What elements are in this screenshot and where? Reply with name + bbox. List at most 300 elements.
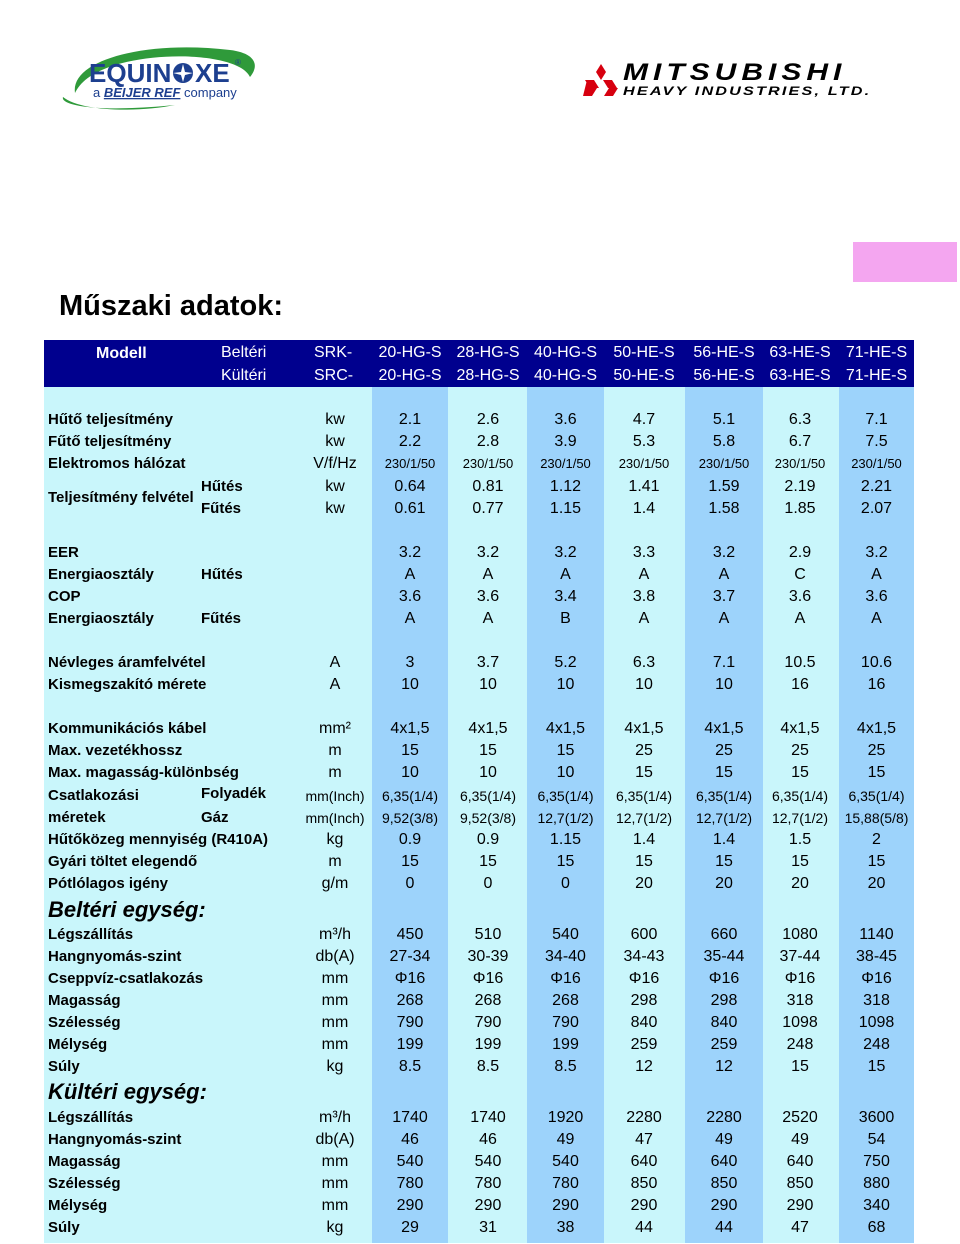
row-value: Φ16 bbox=[708, 970, 740, 987]
row-value: 15 bbox=[791, 853, 809, 870]
row-value: 9,52(3/8) bbox=[459, 810, 517, 826]
row-value: 27-34 bbox=[389, 948, 431, 965]
row-value: 15 bbox=[791, 1058, 809, 1075]
outdoor-model-6: 71-HE-S bbox=[845, 367, 908, 384]
row-value: 15 bbox=[556, 853, 575, 870]
row-value: 2280 bbox=[706, 1109, 742, 1126]
row-value: 780 bbox=[396, 1175, 424, 1192]
row-value: 7.5 bbox=[865, 433, 888, 450]
row-value: 230/1/50 bbox=[462, 456, 514, 471]
row-value: 0.64 bbox=[394, 478, 426, 495]
row-value: 47 bbox=[635, 1131, 653, 1148]
row-value: 290 bbox=[396, 1197, 424, 1214]
outdoor-label: Kültéri bbox=[221, 367, 267, 384]
row-value: 4x1,5 bbox=[856, 720, 897, 737]
row-value: 10 bbox=[401, 764, 419, 781]
row-value: A bbox=[482, 610, 494, 627]
indoor-model-1: 28-HG-S bbox=[456, 344, 520, 361]
row-value: 38 bbox=[556, 1219, 575, 1236]
row-value: 10 bbox=[401, 676, 419, 693]
row-value: 4x1,5 bbox=[390, 720, 430, 737]
svg-text:EQUIN: EQUIN bbox=[89, 58, 172, 88]
row-value: 34-43 bbox=[623, 948, 665, 965]
row-value: 199 bbox=[474, 1036, 502, 1053]
row-sublabel: Fűtés bbox=[201, 610, 242, 627]
row-value: 44 bbox=[715, 1219, 733, 1236]
row-value: 49 bbox=[715, 1131, 733, 1148]
row-value: 2 bbox=[872, 831, 881, 848]
row-value: 4x1,5 bbox=[468, 720, 508, 737]
row-unit: m bbox=[328, 764, 342, 781]
row-label: Légszállítás bbox=[48, 926, 134, 943]
row-value: 10 bbox=[556, 764, 575, 781]
row-value: 7.1 bbox=[865, 411, 888, 428]
row-value: 3 bbox=[405, 654, 415, 671]
row-value: 4x1,5 bbox=[624, 720, 664, 737]
row-value: 30-39 bbox=[467, 948, 509, 965]
outdoor-model-2: 40-HG-S bbox=[533, 367, 598, 384]
row-label: méretek bbox=[48, 809, 106, 826]
row-value: 2.1 bbox=[398, 411, 422, 428]
row-value: A bbox=[871, 566, 882, 583]
row-label: Mélység bbox=[48, 1036, 108, 1053]
row-value: 6.3 bbox=[788, 411, 812, 428]
equinoxe-logo bbox=[55, 35, 270, 115]
row-label: Cseppvíz-csatlakozás bbox=[48, 970, 204, 987]
row-value: 1740 bbox=[392, 1109, 428, 1126]
row-value: 3.3 bbox=[632, 544, 656, 561]
row-value: 10.6 bbox=[860, 654, 893, 671]
row-value: 1.41 bbox=[628, 478, 660, 495]
row-unit: mm(Inch) bbox=[305, 810, 365, 826]
row-unit: kw bbox=[325, 433, 345, 450]
row-value: 29 bbox=[401, 1219, 419, 1236]
row-value: 1920 bbox=[547, 1109, 584, 1126]
row-unit: kg bbox=[326, 1058, 344, 1075]
row-value: 290 bbox=[630, 1197, 658, 1214]
row-unit: kg bbox=[326, 1219, 344, 1236]
row-sublabel: Folyadék bbox=[201, 785, 267, 802]
row-value: 268 bbox=[474, 992, 502, 1009]
row-unit: g/m bbox=[321, 875, 349, 892]
row-value: 20 bbox=[867, 875, 886, 892]
outdoor-model-0: 20-HG-S bbox=[378, 367, 442, 384]
row-value: 9,52(3/8) bbox=[381, 810, 439, 826]
row-value: 1098 bbox=[858, 1014, 895, 1031]
row-value: A bbox=[404, 566, 416, 583]
row-value: 3.4 bbox=[554, 588, 577, 605]
row-value: 15 bbox=[867, 1058, 886, 1075]
row-value: 780 bbox=[552, 1175, 579, 1192]
row-value: 199 bbox=[552, 1036, 579, 1053]
row-value: 259 bbox=[630, 1036, 658, 1053]
row-value: 290 bbox=[786, 1197, 814, 1214]
page-title: Műszaki adatok: bbox=[59, 290, 283, 322]
row-unit: kw bbox=[325, 478, 345, 495]
row-label: Gyári töltet elegendő bbox=[48, 853, 198, 870]
row-value: A bbox=[871, 610, 882, 627]
row-label: Hangnyomás-szint bbox=[48, 1131, 182, 1148]
row-value: 3.6 bbox=[788, 588, 812, 605]
row-unit: mm bbox=[321, 1153, 349, 1170]
row-value: 15 bbox=[635, 764, 653, 781]
row-value: 540 bbox=[552, 926, 579, 943]
row-value: 6,35(1/4) bbox=[381, 788, 439, 804]
row-label: Hangnyomás-szint bbox=[48, 948, 182, 965]
row-value: 20 bbox=[635, 875, 653, 892]
row-value: 2.9 bbox=[788, 544, 812, 561]
row-value: 12,7(1/2) bbox=[695, 810, 753, 826]
row-value: C bbox=[794, 566, 806, 583]
row-label: Max. magasság-különbség bbox=[48, 764, 239, 781]
row-value: 3.6 bbox=[476, 588, 500, 605]
row-unit: mm bbox=[321, 970, 349, 987]
row-value: 640 bbox=[786, 1153, 814, 1170]
mitsubishi-name: MITSUBISHI bbox=[623, 59, 847, 86]
row-value: 6,35(1/4) bbox=[537, 788, 594, 804]
row-unit: kw bbox=[325, 411, 345, 428]
row-label: COP bbox=[48, 588, 81, 605]
row-value: 15 bbox=[791, 764, 809, 781]
row-value: 6.7 bbox=[788, 433, 812, 450]
row-label: Szélesség bbox=[48, 1175, 121, 1192]
row-value: 12,7(1/2) bbox=[615, 810, 673, 826]
row-value: 660 bbox=[710, 926, 738, 943]
row-value: 1.12 bbox=[549, 478, 582, 495]
row-value: 230/1/50 bbox=[774, 456, 826, 471]
row-value: 1.15 bbox=[549, 831, 582, 848]
row-value: 3.7 bbox=[712, 588, 736, 605]
row-value: 1098 bbox=[782, 1014, 818, 1031]
row-value: 25 bbox=[635, 742, 653, 759]
row-value: 1080 bbox=[782, 926, 818, 943]
row-value: 540 bbox=[396, 1153, 424, 1170]
row-value: 15 bbox=[715, 764, 733, 781]
row-label: EER bbox=[48, 544, 79, 561]
row-value: 25 bbox=[715, 742, 733, 759]
svg-text:®: ® bbox=[235, 58, 241, 67]
row-value: 268 bbox=[552, 992, 579, 1009]
row-value: 7.1 bbox=[712, 654, 736, 671]
row-value: 2.6 bbox=[476, 411, 500, 428]
row-label: Hűtő teljesítmény bbox=[48, 411, 174, 428]
row-unit: mm(Inch) bbox=[305, 788, 365, 804]
svg-text:XE: XE bbox=[195, 58, 230, 88]
row-value: 540 bbox=[552, 1153, 579, 1170]
row-value: A bbox=[638, 566, 650, 583]
row-value: 259 bbox=[710, 1036, 738, 1053]
row-label: Magasság bbox=[48, 992, 121, 1009]
row-value: 49 bbox=[556, 1131, 575, 1148]
row-sublabel: Fűtés bbox=[201, 500, 242, 517]
row-value: 15 bbox=[401, 742, 419, 759]
power-input-label: Teljesítmény felvétel bbox=[48, 489, 194, 506]
row-value: 340 bbox=[863, 1197, 890, 1214]
indoor-model-0: 20-HG-S bbox=[378, 344, 442, 361]
row-value: Φ16 bbox=[472, 970, 504, 987]
row-value: 3.2 bbox=[712, 544, 736, 561]
row-value: 230/1/50 bbox=[384, 456, 436, 471]
row-unit: A bbox=[329, 676, 341, 693]
row-sublabel: Hűtés bbox=[201, 478, 243, 495]
row-value: 2.19 bbox=[784, 478, 816, 495]
row-value: 34-40 bbox=[545, 948, 586, 965]
row-value: 3.2 bbox=[398, 544, 422, 561]
row-unit: m bbox=[328, 742, 342, 759]
row-sublabel: Hűtés bbox=[201, 566, 243, 583]
row-unit: m³/h bbox=[319, 1109, 351, 1126]
row-label: Kismegszakító mérete bbox=[48, 676, 207, 693]
row-value: Φ16 bbox=[550, 970, 581, 987]
row-value: 6,35(1/4) bbox=[459, 788, 517, 804]
row-value: 1140 bbox=[859, 926, 894, 943]
row-value: 0 bbox=[405, 875, 415, 892]
row-value: 8.5 bbox=[476, 1058, 500, 1075]
indoor-label: Beltéri bbox=[221, 344, 267, 361]
row-unit: db(A) bbox=[315, 948, 355, 965]
row-unit: kw bbox=[325, 500, 345, 517]
row-value: 850 bbox=[630, 1175, 658, 1192]
row-value: 31 bbox=[479, 1219, 497, 1236]
pink-marker bbox=[853, 242, 957, 282]
row-value: 15 bbox=[479, 742, 497, 759]
row-label: Mélység bbox=[48, 1197, 108, 1214]
row-value: 1.4 bbox=[632, 831, 656, 848]
row-value: 20 bbox=[715, 875, 733, 892]
row-unit: m³/h bbox=[319, 926, 351, 943]
row-value: 1.4 bbox=[712, 831, 736, 848]
mitsubishi-subtitle: HEAVY INDUSTRIES, LTD. bbox=[623, 84, 872, 98]
row-value: 290 bbox=[710, 1197, 738, 1214]
row-value: 6,35(1/4) bbox=[695, 788, 753, 804]
row-value: 230/1/50 bbox=[618, 456, 670, 471]
row-value: 3.6 bbox=[554, 411, 577, 428]
row-value: 10 bbox=[479, 676, 497, 693]
row-value: 4x1,5 bbox=[545, 720, 586, 737]
row-label: Max. vezetékhossz bbox=[48, 742, 183, 759]
row-value: 68 bbox=[867, 1219, 886, 1236]
row-value: 1.59 bbox=[708, 478, 740, 495]
row-value: 10 bbox=[715, 676, 733, 693]
row-value: B bbox=[560, 610, 571, 627]
outdoor-model-4: 56-HE-S bbox=[693, 367, 755, 384]
row-value: 12 bbox=[715, 1058, 733, 1075]
row-value: 230/1/50 bbox=[698, 456, 750, 471]
row-value: 298 bbox=[710, 992, 738, 1009]
row-label: Kommunikációs kábel bbox=[48, 720, 207, 737]
row-unit: V/f/Hz bbox=[313, 455, 357, 472]
row-label: Energiaosztály bbox=[48, 610, 154, 627]
row-label: Súly bbox=[48, 1058, 80, 1075]
row-value: 1.85 bbox=[784, 500, 816, 517]
row-value: 880 bbox=[863, 1175, 890, 1192]
row-value: 248 bbox=[786, 1036, 814, 1053]
row-value: 1.15 bbox=[549, 500, 582, 517]
row-value: 16 bbox=[791, 676, 809, 693]
row-label: Szélesség bbox=[48, 1014, 121, 1031]
row-value: 2.8 bbox=[476, 433, 500, 450]
row-value: Φ16 bbox=[784, 970, 816, 987]
row-value: 46 bbox=[479, 1131, 497, 1148]
row-label: Légszállítás bbox=[48, 1109, 134, 1126]
row-value: 6.3 bbox=[632, 654, 656, 671]
row-value: 600 bbox=[630, 926, 658, 943]
row-value: 3.2 bbox=[554, 544, 577, 561]
row-value: 3.6 bbox=[398, 588, 422, 605]
row-value: 840 bbox=[630, 1014, 658, 1031]
row-unit: mm bbox=[321, 1197, 349, 1214]
row-value: A bbox=[638, 610, 650, 627]
row-value: 199 bbox=[396, 1036, 424, 1053]
row-label: Fűtő teljesítmény bbox=[48, 433, 172, 450]
row-value: 2280 bbox=[626, 1109, 662, 1126]
row-value: 230/1/50 bbox=[540, 456, 591, 471]
row-value: 1.4 bbox=[632, 500, 656, 517]
row-value: 15,88(5/8) bbox=[844, 810, 909, 826]
row-value: 6,35(1/4) bbox=[771, 788, 829, 804]
row-value: 20 bbox=[791, 875, 809, 892]
row-unit: db(A) bbox=[315, 1131, 355, 1148]
row-value: 15 bbox=[556, 742, 575, 759]
row-value: 5.1 bbox=[712, 411, 736, 428]
row-label: Csatlakozási bbox=[48, 787, 139, 804]
row-value: 25 bbox=[867, 742, 886, 759]
row-value: 3.2 bbox=[476, 544, 500, 561]
row-value: A bbox=[718, 610, 730, 627]
indoor-model-3: 50-HE-S bbox=[613, 344, 675, 361]
row-value: 0.61 bbox=[394, 500, 426, 517]
row-value: 37-44 bbox=[779, 948, 821, 965]
indoor-model-4: 56-HE-S bbox=[693, 344, 755, 361]
row-value: A bbox=[560, 566, 571, 583]
row-value: 2.2 bbox=[398, 433, 422, 450]
indoor-prefix: SRK- bbox=[314, 344, 353, 361]
row-value: 3.7 bbox=[476, 654, 500, 671]
row-value: 318 bbox=[786, 992, 814, 1009]
row-unit: m bbox=[328, 853, 342, 870]
row-value: 298 bbox=[630, 992, 658, 1009]
row-value: 6,35(1/4) bbox=[848, 788, 905, 804]
row-label: Elektromos hálózat bbox=[48, 455, 186, 472]
row-unit: A bbox=[329, 654, 341, 671]
row-value: 850 bbox=[786, 1175, 814, 1192]
row-value: 790 bbox=[474, 1014, 502, 1031]
row-value: 640 bbox=[630, 1153, 658, 1170]
row-value: 5.3 bbox=[632, 433, 656, 450]
row-value: 15 bbox=[715, 853, 733, 870]
row-value: 248 bbox=[863, 1036, 890, 1053]
row-value: A bbox=[404, 610, 416, 627]
row-value: 3.2 bbox=[865, 544, 888, 561]
row-label: Pótlólagos igény bbox=[48, 875, 169, 892]
row-value: 318 bbox=[863, 992, 890, 1009]
row-value: 0.9 bbox=[476, 831, 500, 848]
row-value: 1.5 bbox=[788, 831, 812, 848]
row-value: 3.6 bbox=[865, 588, 888, 605]
row-value: 0.81 bbox=[472, 478, 504, 495]
indoor-model-6: 71-HE-S bbox=[845, 344, 908, 361]
row-value: 4x1,5 bbox=[780, 720, 820, 737]
row-label: Súly bbox=[48, 1219, 80, 1236]
row-value: 16 bbox=[867, 676, 886, 693]
row-unit: kg bbox=[326, 831, 344, 848]
outdoor-model-1: 28-HG-S bbox=[456, 367, 520, 384]
row-value: 54 bbox=[867, 1131, 886, 1148]
row-value: 0.77 bbox=[472, 500, 504, 517]
row-value: 15 bbox=[867, 853, 886, 870]
row-value: 290 bbox=[474, 1197, 502, 1214]
row-value: 0 bbox=[483, 875, 493, 892]
outdoor-model-3: 50-HE-S bbox=[613, 367, 675, 384]
indoor-section-title: Beltéri egység: bbox=[48, 897, 206, 922]
row-sublabel: Gáz bbox=[201, 809, 229, 826]
row-value: 12,7(1/2) bbox=[771, 810, 829, 826]
row-value: 10 bbox=[556, 676, 575, 693]
row-label: Hűtőközeg mennyiség (R410A) bbox=[48, 831, 269, 848]
mitsubishi-logo bbox=[583, 59, 898, 100]
svg-text:a BEIJER REF company: a BEIJER REF company bbox=[93, 85, 237, 100]
three-diamonds-icon bbox=[583, 64, 619, 96]
row-unit: mm bbox=[321, 992, 349, 1009]
row-value: 8.5 bbox=[554, 1058, 577, 1075]
row-value: Φ16 bbox=[861, 970, 892, 987]
row-value: 780 bbox=[474, 1175, 502, 1192]
row-value: Φ16 bbox=[394, 970, 426, 987]
row-value: 5.8 bbox=[712, 433, 736, 450]
row-value: 35-44 bbox=[703, 948, 745, 965]
row-value: 290 bbox=[552, 1197, 579, 1214]
row-value: 10.5 bbox=[784, 654, 816, 671]
outdoor-model-5: 63-HE-S bbox=[769, 367, 831, 384]
row-value: 47 bbox=[791, 1219, 809, 1236]
indoor-model-5: 63-HE-S bbox=[769, 344, 831, 361]
row-value: 840 bbox=[710, 1014, 738, 1031]
row-value: 268 bbox=[396, 992, 424, 1009]
row-value: 750 bbox=[863, 1153, 890, 1170]
row-value: A bbox=[482, 566, 494, 583]
row-value: 450 bbox=[396, 926, 424, 943]
row-value: 510 bbox=[474, 926, 502, 943]
row-value: 12,7(1/2) bbox=[537, 810, 594, 826]
row-value: 46 bbox=[401, 1131, 419, 1148]
row-unit: mm² bbox=[319, 720, 351, 737]
row-value: 10 bbox=[635, 676, 653, 693]
row-value: A bbox=[794, 610, 806, 627]
row-value: 4.7 bbox=[632, 411, 656, 428]
row-value: 1.58 bbox=[708, 500, 740, 517]
row-unit: mm bbox=[321, 1036, 349, 1053]
row-value: 15 bbox=[867, 764, 886, 781]
row-value: 230/1/50 bbox=[851, 456, 902, 471]
row-value: 640 bbox=[710, 1153, 738, 1170]
row-value: 540 bbox=[474, 1153, 502, 1170]
row-value: 38-45 bbox=[856, 948, 897, 965]
row-value: 3.9 bbox=[554, 433, 577, 450]
row-label: Energiaosztály bbox=[48, 566, 154, 583]
row-unit: mm bbox=[321, 1175, 349, 1192]
row-value: 2520 bbox=[782, 1109, 818, 1126]
row-label: Névleges áramfelvétel bbox=[48, 654, 206, 671]
row-value: 12 bbox=[635, 1058, 653, 1075]
row-label: Magasság bbox=[48, 1153, 121, 1170]
row-value: 15 bbox=[401, 853, 419, 870]
outdoor-prefix: SRC- bbox=[314, 367, 354, 384]
row-value: 8.5 bbox=[398, 1058, 422, 1075]
row-value: 25 bbox=[791, 742, 809, 759]
row-value: 850 bbox=[710, 1175, 738, 1192]
row-value: Φ16 bbox=[628, 970, 660, 987]
row-value: 5.2 bbox=[554, 654, 577, 671]
